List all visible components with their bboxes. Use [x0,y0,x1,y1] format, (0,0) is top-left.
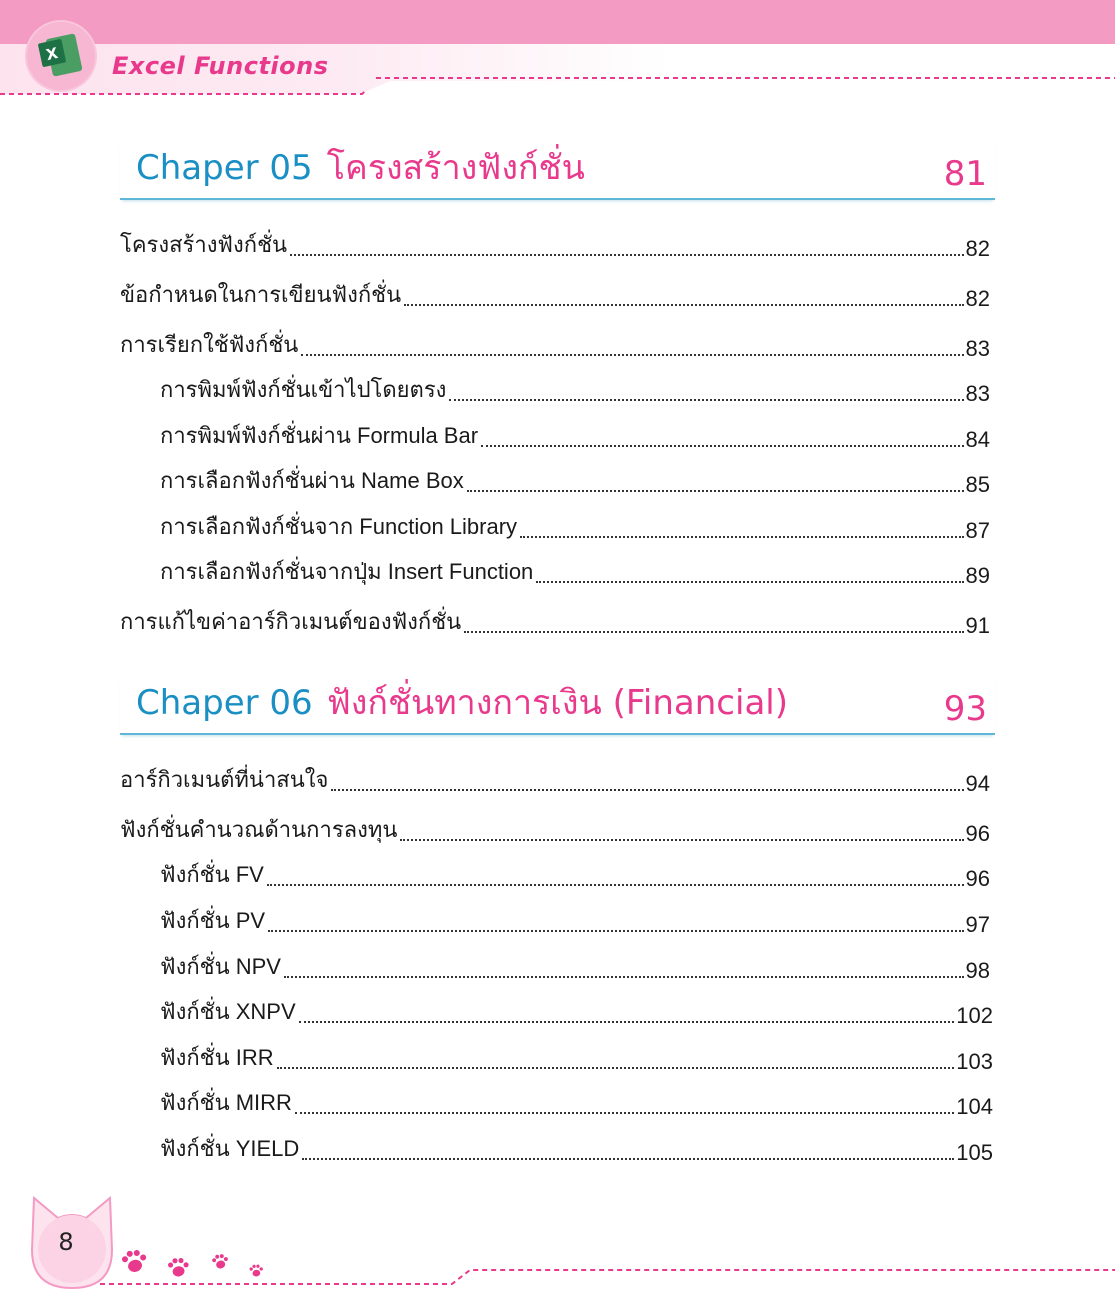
toc-entry-page: 83 [965,381,990,406]
toc-entry-page: 89 [965,563,990,588]
leader-dots [520,536,963,538]
header-title: Excel Functions [112,52,329,80]
toc-entry-page: 87 [965,518,990,543]
toc-entry-page: 102 [956,1003,993,1028]
leader-dots [464,631,963,633]
toc-subentry[interactable] [160,468,990,498]
chapter-label: Chaper 05 [136,148,313,188]
excel-icon [27,22,95,90]
toc-subentry[interactable] [160,559,990,589]
toc-entry-label: การเรียกใช้ฟังก์ชั่น [120,332,299,357]
toc-subentry[interactable] [160,1136,993,1166]
toc-entry-page: 103 [956,1049,993,1074]
toc-entry-page: 98 [965,958,990,983]
toc-entry-page: 91 [965,613,990,638]
toc-subentry[interactable] [160,862,990,892]
chapter-page: 81 [943,154,987,194]
toc-entry-label: อาร์กิวเมนต์ที่น่าสนใจ [120,767,329,792]
leader-dots [331,789,963,791]
toc-entry-label: ข้อกำหนดในการเขียนฟังก์ชั่น [120,282,402,307]
toc-entry-label: ฟังก์ชั่นคำนวณด้านการลงทุน [120,817,398,842]
toc-entry-label: การพิมพ์ฟังก์ชั่นเข้าไปโดยตรง [160,377,447,402]
header-band [0,0,1115,44]
page-number: 8 [58,1228,74,1256]
toc-subentry[interactable] [160,1090,993,1120]
toc-entry-label: ฟังก์ชั่น YIELD [160,1136,300,1161]
toc-entry-page: 82 [965,236,990,261]
leader-dots [400,839,963,841]
toc-subentry[interactable] [160,514,990,544]
toc-entry-page: 82 [965,286,990,311]
toc-subentry[interactable] [160,954,990,984]
toc-entry[interactable] [120,767,990,797]
toc-entry-page: 85 [965,472,990,497]
paw-print-icon [118,1240,278,1284]
leader-dots [290,254,963,256]
chapter-06-heading [120,677,995,735]
leader-dots [302,1158,954,1160]
toc-entry-page: 97 [965,912,990,937]
leader-dots [277,1067,955,1069]
toc-entry-label: ฟังก์ชั่น NPV [160,954,281,979]
toc-entry-page: 105 [956,1140,993,1165]
toc-subentry[interactable] [160,423,990,453]
leader-dots [467,490,964,492]
toc-subentry[interactable] [160,999,993,1029]
toc-entry-label: การแก้ไขค่าอาร์กิวเมนต์ของฟังก์ชั่น [120,609,462,634]
toc-entry[interactable] [120,609,990,639]
leader-dots [267,884,964,886]
leader-dots [268,930,963,932]
toc-entry-label: ฟังก์ชั่น IRR [160,1045,274,1070]
header-dashed-rule [0,90,1115,110]
chapter-05-heading [120,142,995,200]
svg-text:X: X [44,44,60,65]
leader-dots [299,1021,955,1023]
chapter-title: ฟังก์ชั่นทางการเงิน (Financial) [326,683,788,723]
toc-entry[interactable] [120,232,990,262]
toc-entry-label: การพิมพ์ฟังก์ชั่นผ่าน Formula Bar [160,423,479,448]
toc-entry[interactable] [120,817,990,847]
toc-entry-label: การเลือกฟังก์ชั่นผ่าน Name Box [160,468,464,493]
toc-entry-label: โครงสร้างฟังก์ชั่น [120,232,288,257]
toc-entry-page: 104 [956,1094,993,1119]
toc-entry[interactable] [120,282,990,312]
toc-entry-page: 83 [965,336,990,361]
leader-dots [295,1112,954,1114]
leader-dots [404,304,963,306]
toc-entry-page: 96 [965,821,990,846]
chapter-page: 93 [943,689,987,729]
toc-entry-page: 94 [965,771,990,796]
toc-entry-label: ฟังก์ชั่น MIRR [160,1090,292,1115]
excel-badge [27,22,95,90]
chapter-title: โครงสร้างฟังก์ชั่น [326,148,585,188]
toc-entry-label: ฟังก์ชั่น FV [160,862,264,887]
leader-dots [284,976,964,978]
toc-entry-label: ฟังก์ชั่น PV [160,908,266,933]
toc-entry-label: การเลือกฟังก์ชั่นจากปุ่ม Insert Function [160,559,534,584]
toc-entry-page: 84 [965,427,990,452]
leader-dots [536,581,963,583]
toc-entry-label: การเลือกฟังก์ชั่นจาก Function Library [160,514,518,539]
toc-entry-label: ฟังก์ชั่น XNPV [160,999,296,1024]
toc-subentry[interactable] [160,377,990,407]
leader-dots [481,445,963,447]
chapter-label: Chaper 06 [136,683,313,723]
toc-entry-page: 96 [965,866,990,891]
leader-dots [449,399,963,401]
header-dashed-rule-right [362,74,1115,84]
toc-subentry[interactable] [160,1045,993,1075]
toc-subentry[interactable] [160,908,990,938]
toc-entry[interactable] [120,332,990,362]
leader-dots [301,354,963,356]
